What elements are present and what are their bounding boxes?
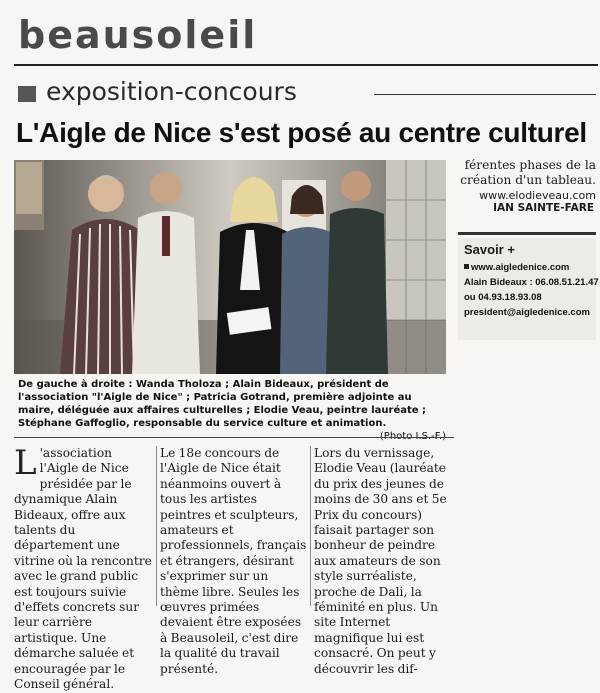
group-photo-illustration [14, 160, 446, 374]
headline: L'Aigle de Nice s'est posé au centre culturel [16, 117, 587, 148]
article-column-4-text: férentes phases de la création d'un tableau. [460, 158, 596, 187]
savoir-website[interactable] [464, 262, 569, 274]
savoir-email[interactable]: president@aigledenice.com [464, 307, 590, 318]
rubric-square-icon [18, 86, 36, 102]
photo-caption [18, 378, 446, 443]
savoir-title: Savoir + [464, 242, 515, 257]
column-divider [310, 446, 311, 606]
savoir-phone-alt: ou 04.93.18.93.08 [464, 292, 542, 303]
article-column-2: Le 18e concours de l'Aigle de Nice était néanmoins ouvert à tous les artistes peintres et sculpteurs, amateurs et professionnels, français et étrangers, désirant s'exprimer sur un thème libre. Seules les œuvres primées devaient être exposées à Beausoleil, c'est dire la qualité du travail présenté. [160, 446, 307, 676]
drop-cap: L [14, 443, 37, 483]
article-column-4 [458, 158, 596, 203]
artist-website-link[interactable]: www.elodieveau.com [479, 189, 596, 202]
article-column-1 [14, 443, 154, 693]
savoir-website-text: www.aigledenice.com [471, 262, 570, 273]
rubric-label: exposition-concours [46, 77, 297, 106]
savoir-phone: Alain Bideaux : 06.08.51.21.47 [464, 277, 599, 288]
square-bullet-icon [464, 264, 469, 269]
column-divider [156, 446, 157, 606]
group-photo [14, 160, 446, 374]
author-byline: IAN SAINTE-FARE [493, 202, 594, 214]
caption-text: De gauche à droite : Wanda Tholoza ; Alain Bideaux, président de l'association "l'Aigle de Nice" ; Patricia Gotrand, première adjointe au maire, déléguée aux affaires culturelles ; Elodie Veau, peintre lauréate ; Stéphane Gaffoglio, responsable du service culture et animation. [18, 379, 427, 429]
article-column-3: Lors du vernissage, Elodie Veau (lauréate du prix des jeunes de moins de 30 ans et 5e Prix du concours) faisait partager son bonheur de peindre aux amateurs de son style surréaliste, proche de Dali, la féminité en plus. Un site Internet magnifique lui est consacré. On peut y découvrir les dif- [314, 446, 447, 676]
savoir-rule [458, 232, 596, 235]
article-top-rule [14, 437, 454, 438]
masthead: beausoleil [18, 13, 258, 57]
rubric-rule [374, 94, 596, 95]
article-column-1-text: 'association l'Aigle de Nice présidée par le dynamique Alain Bideaux, offre aux talents du département une vitrine où la rencontre avec le grand public est toujours suivie d'effets concrets sur leur carrière artistique. Une démarche saluée et encouragée par le Conseil général. [14, 446, 152, 692]
masthead-rule [14, 64, 598, 66]
